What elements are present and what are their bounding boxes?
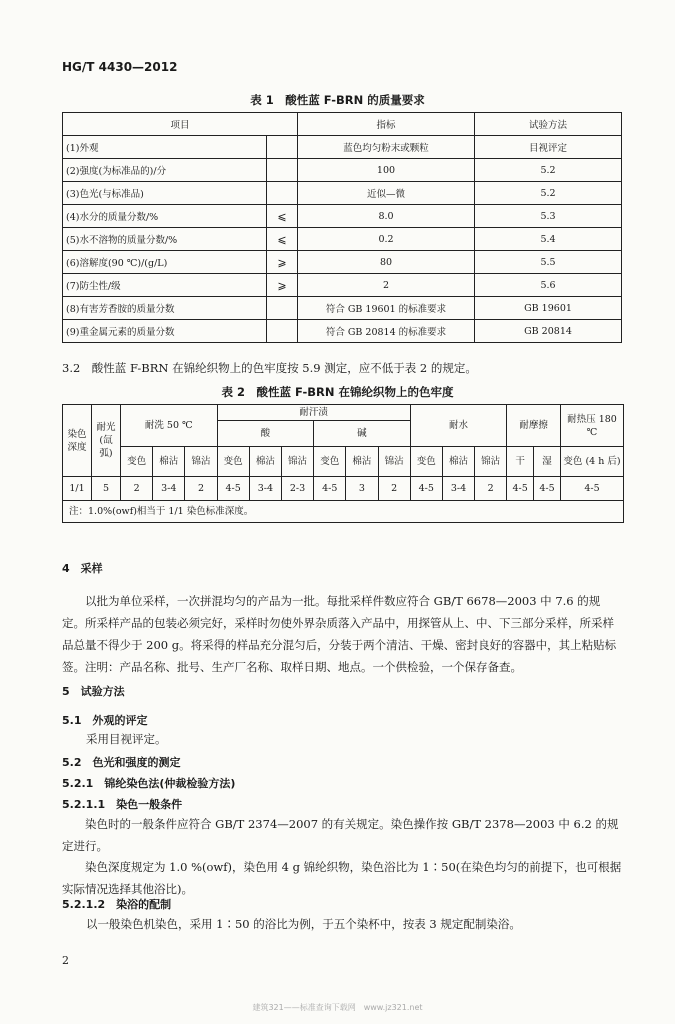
table2-caption: 表 2 酸性蓝 F-BRN 在锦纶织物上的色牢度 [221,385,454,399]
table-cell: 4-5 [217,477,249,501]
header-index: 指标 [298,113,475,136]
section-5-2-title: 5.2 色光和强度的测定 [62,756,181,769]
table-cell: 3-4 [249,477,281,501]
row-item: (5)水不溶物的质量分数/% [63,228,267,251]
header-method: 试验方法 [475,113,622,136]
table-cell: 4-5 [561,477,624,501]
row-value: 0.2 [298,228,475,251]
section-5-1-title: 5.1 外观的评定 [62,714,148,727]
h-water: 耐水 [410,405,507,447]
table-cell: 2 [185,477,217,501]
h-depth: 染色深度 [63,405,92,477]
section-5-2-1-2-text: 以一般染色机染色，采用 1∶50 的浴比为例，于五个染杯中，按表 3 规定配制染浴。 [86,917,521,931]
table1-caption: 表 1 酸性蓝 F-BRN 的质量要求 [250,93,425,107]
table-row [63,477,624,501]
row-method: 5.4 [475,228,622,251]
table-cell: 5 [92,477,121,501]
section-4-text: 以批为单位采样，一次拼混均匀的产品为一批。每批采样件数应符合 GB/T 6678—2003 中 7.6 的规定。所采样产品的包装必须完好，采样时勿使外界杂质落入产品中，用探管从上、中、下三部分采样，所采样品总量不得少于 200 g。将采得的样品充分混匀后，分装于两个清洁、干燥、密封良好的容器中，其上粘贴标签。注明：产品名称、批号、生产厂名称、取样日期、地点。一个供检验，一个保存备查。 [62,594,617,674]
row-method: 5.2 [475,182,622,205]
h-nylon-stain: 棉沾 [442,447,474,477]
table-cell: 2 [378,477,410,501]
row-symbol [267,136,298,159]
h-nylon-stain: 棉沾 [153,447,185,477]
table-header-row [63,113,622,136]
watermark: 建筑321——标准查询下载网 www.jz321.net [252,1003,423,1012]
row-method: 目视评定 [475,136,622,159]
row-method: GB 20814 [475,320,622,343]
table-row [63,182,622,205]
table-cell: 4-5 [507,477,534,501]
h-alkali: 碱 [314,421,411,447]
h-heat-sub: 变色 (4 h 后) [561,447,624,477]
quality-requirements-table [62,112,622,343]
row-value: 符合 GB 20814 的标准要求 [298,320,475,343]
row-item: (3)色光(与标准品) [63,182,267,205]
h-sweat: 耐汗渍 [217,405,410,421]
h-wash: 耐洗 50 ℃ [121,405,218,447]
section-5-2-1-1-title: 5.2.1.1 染色一般条件 [62,798,183,811]
row-symbol: ⩾ [267,274,298,297]
table2-note: 注：1.0%(owf)相当于 1/1 染色标准深度。 [63,501,624,523]
header-item: 项目 [63,113,298,136]
h-light: 耐光(氙弧) [92,405,121,477]
section-4-title: 4 采样 [62,562,103,575]
h-cotton-stain: 锦沾 [378,447,410,477]
table-cell: 4-5 [410,477,442,501]
h-cotton-stain: 锦沾 [185,447,217,477]
table-cell: 3 [346,477,378,501]
h-nylon-stain: 棉沾 [346,447,378,477]
row-item: (9)重金属元素的质量分数 [63,320,267,343]
standard-code: HG/T 4430—2012 [62,60,178,74]
section-5-2-1-title: 5.2.1 锦纶染色法(仲裁检验方法) [62,777,236,790]
table-cell: 3-4 [442,477,474,501]
table-row [63,205,622,228]
h-change: 变色 [410,447,442,477]
row-value: 蓝色均匀粉末或颗粒 [298,136,475,159]
table-row [63,320,622,343]
row-method: 5.6 [475,274,622,297]
table-row [63,159,622,182]
row-item: (8)有害芳香胺的质量分数 [63,297,267,320]
h-wet: 湿 [534,447,561,477]
h-change: 变色 [121,447,153,477]
row-item: (1)外观 [63,136,267,159]
table-cell: 4-5 [534,477,561,501]
row-item: (6)溶解度(90 ℃)/(g/L) [63,251,267,274]
row-symbol [267,297,298,320]
section-5-title: 5 试验方法 [62,685,125,698]
row-symbol: ⩾ [267,251,298,274]
row-value: 8.0 [298,205,475,228]
row-method: 5.5 [475,251,622,274]
section-5-2-1-1-text-1: 染色时的一般条件应符合 GB/T 2374—2007 的有关规定。染色操作按 GB/T 2378—2003 中 6.2 的规定进行。 [62,817,619,853]
h-heat: 耐热压 180 ℃ [561,405,624,447]
h-dry: 干 [507,447,534,477]
section-5-2-1-1-text-2: 染色深度规定为 1.0 %(owf)，染色用 4 g 锦纶织物，染色浴比为 1∶50(在染色均匀的前提下，也可根据实际情况选择其他浴比)。 [62,860,622,896]
row-value: 80 [298,251,475,274]
row-symbol: ⩽ [267,228,298,251]
section-5-2-1-2-title: 5.2.1.2 染浴的配制 [62,898,172,911]
row-value: 100 [298,159,475,182]
color-fastness-table [62,404,624,523]
h-acid: 酸 [217,421,314,447]
h-change: 变色 [217,447,249,477]
table-cell: 2 [121,477,153,501]
h-rub: 耐摩擦 [507,405,561,447]
h-nylon-stain: 棉沾 [249,447,281,477]
row-item: (4)水分的质量分数/% [63,205,267,228]
row-value: 近似—微 [298,182,475,205]
row-item: (2)强度(为标准品的)/分 [63,159,267,182]
table-cell: 2-3 [281,477,313,501]
row-method: 5.2 [475,159,622,182]
row-symbol [267,182,298,205]
row-value: 2 [298,274,475,297]
table-row [63,251,622,274]
table-row [63,136,622,159]
table-cell: 1/1 [63,477,92,501]
table-cell: 2 [475,477,507,501]
table-row [63,274,622,297]
h-change: 变色 [314,447,346,477]
row-item: (7)防尘性/级 [63,274,267,297]
table-cell: 3-4 [153,477,185,501]
page-number: 2 [62,954,69,967]
row-symbol [267,159,298,182]
row-symbol: ⩽ [267,205,298,228]
table-row [63,297,622,320]
h-cotton-stain: 锦沾 [281,447,313,477]
section-5-1-text: 采用目视评定。 [86,732,167,746]
h-cotton-stain: 锦沾 [475,447,507,477]
row-symbol [267,320,298,343]
table-cell: 4-5 [314,477,346,501]
row-method: 5.3 [475,205,622,228]
row-value: 符合 GB 19601 的标准要求 [298,297,475,320]
table-row [63,228,622,251]
row-method: GB 19601 [475,297,622,320]
para-3-2: 3.2 酸性蓝 F-BRN 在锦纶织物上的色牢度按 5.9 测定，应不低于表 2 的规定。 [62,361,477,375]
